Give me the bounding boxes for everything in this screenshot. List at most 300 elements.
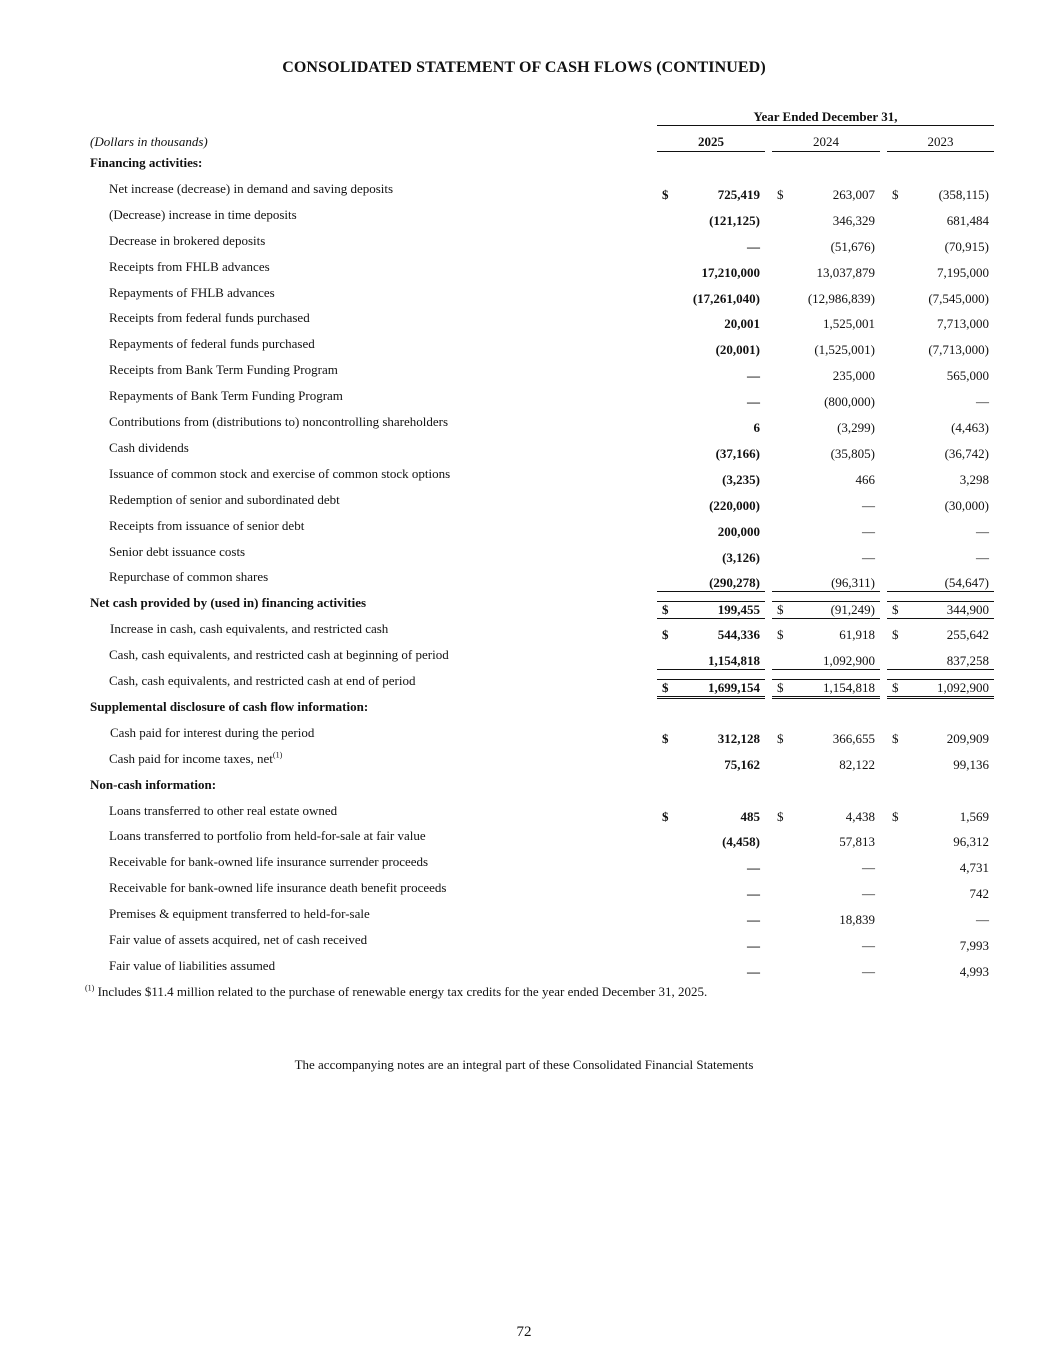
amount: 61,918	[839, 627, 875, 643]
row-label-text: Decrease in brokered deposits	[109, 232, 266, 248]
table-row	[0, 388, 1048, 414]
cell-2025	[657, 394, 765, 410]
cell-2023	[887, 524, 994, 540]
cell-2025	[657, 627, 765, 643]
cell-2023	[887, 679, 994, 699]
row-label-text: Cash paid for income taxes, net	[109, 750, 273, 766]
table-row	[0, 336, 1048, 362]
row-label	[109, 647, 449, 663]
amount: 1,154,818	[823, 680, 875, 695]
row-label-text: Net increase (decrease) in demand and saving deposits	[109, 180, 394, 196]
amount: —	[976, 549, 989, 565]
cell-2024	[772, 627, 880, 643]
cell-2023	[887, 316, 994, 332]
amount: (121,125)	[709, 212, 760, 228]
row-label	[109, 285, 275, 301]
amount: (35,805)	[830, 445, 875, 461]
amount: 837,258	[946, 653, 989, 669]
row-label	[109, 828, 426, 844]
table-row	[0, 362, 1048, 388]
amount: 485	[740, 808, 760, 824]
cell-2025	[657, 601, 765, 619]
cell-2024	[772, 291, 880, 307]
table-row	[0, 259, 1048, 285]
dollar-sign: $	[777, 680, 784, 695]
cell-2023	[887, 809, 994, 825]
dollar-sign: $	[662, 186, 669, 202]
row-label-text: Receipts from FHLB advances	[109, 258, 270, 274]
cell-2025	[657, 446, 765, 462]
table-row	[0, 621, 1048, 647]
amount: (51,676)	[830, 238, 875, 254]
cell-2023	[887, 575, 994, 592]
footnote-marker: (1)	[85, 983, 95, 993]
amount: 312,128	[717, 730, 760, 746]
cell-2024	[772, 420, 880, 436]
amount: (7,545,000)	[928, 290, 989, 306]
amount: 1,092,900	[823, 653, 875, 669]
section-label	[90, 155, 202, 171]
cell-2024	[772, 187, 880, 203]
amount: —	[862, 523, 875, 539]
row-label	[109, 466, 450, 482]
amount: 344,900	[946, 602, 989, 618]
amount: —	[862, 549, 875, 565]
table-row	[0, 647, 1048, 673]
cell-2024	[772, 809, 880, 825]
section-label	[90, 699, 368, 715]
amount: 99,136	[953, 756, 989, 772]
amount: —	[862, 860, 875, 876]
row-label-text: Non-cash information:	[90, 776, 217, 792]
cell-2023	[887, 886, 994, 902]
cell-2025	[657, 860, 765, 876]
table-row	[0, 932, 1048, 958]
cell-2025	[657, 239, 765, 255]
table-row	[0, 854, 1048, 880]
row-label-text: (Decrease) increase in time deposits	[109, 206, 297, 222]
amount: (3,299)	[837, 420, 875, 435]
row-label	[109, 854, 428, 870]
row-label	[109, 880, 447, 896]
amount: (70,915)	[944, 238, 989, 254]
cell-2023	[887, 550, 994, 566]
cell-2023	[887, 860, 994, 876]
amount: 6	[753, 420, 760, 435]
cell-2024	[772, 964, 880, 980]
cell-2024	[772, 886, 880, 902]
amount: —	[747, 938, 760, 953]
column-header-2025: 2025	[698, 134, 724, 149]
amount: 4,993	[959, 963, 989, 979]
row-label	[109, 751, 282, 767]
amount: 681,484	[946, 212, 989, 228]
cell-2025	[657, 498, 765, 514]
amount: 3,298	[959, 471, 989, 487]
amount: —	[976, 912, 989, 928]
cell-2025	[657, 291, 765, 307]
row-label	[109, 569, 268, 585]
amount: 7,993	[959, 938, 989, 953]
column-rule-2025	[657, 151, 765, 152]
amount: (12,986,839)	[807, 290, 875, 306]
amount: 75,162	[724, 756, 760, 772]
cell-2023	[887, 291, 994, 307]
dollar-sign: $	[662, 808, 669, 824]
table-row	[0, 466, 1048, 492]
amount: (7,713,000)	[928, 342, 989, 358]
amount: 209,909	[946, 730, 989, 746]
row-label-text: Repayments of Bank Term Funding Program	[109, 388, 343, 404]
amount: (4,463)	[951, 420, 989, 435]
section-row	[0, 155, 1048, 181]
cell-2024	[772, 265, 880, 281]
column-rule-2024	[772, 151, 880, 152]
row-label	[109, 803, 337, 819]
row-label	[109, 518, 304, 534]
cell-2023	[887, 757, 994, 773]
header-rule	[657, 125, 994, 126]
cell-2024	[772, 679, 880, 699]
amount: 255,642	[946, 627, 989, 643]
cell-2023	[887, 834, 994, 850]
page-number: 72	[516, 1324, 532, 1340]
cell-2024	[772, 653, 880, 670]
cell-2025	[657, 342, 765, 358]
column-header-2023: 2023	[927, 134, 954, 149]
table-row	[0, 906, 1048, 932]
cell-2023	[887, 187, 994, 203]
cell-2025	[657, 368, 765, 384]
row-label	[109, 310, 310, 326]
table-row	[0, 803, 1048, 829]
section-row	[0, 699, 1048, 725]
amount: 4,438	[845, 808, 875, 824]
year-ended-header: Year Ended December 31,	[753, 109, 898, 124]
row-label-text: Receivable for bank-owned life insurance surrender proceeds	[109, 854, 429, 870]
amount: (220,000)	[709, 497, 760, 513]
cell-2023	[887, 446, 994, 462]
amount: —	[976, 394, 989, 410]
cell-2024	[772, 213, 880, 229]
cell-2024	[772, 472, 880, 488]
cell-2023	[887, 368, 994, 384]
amount: —	[747, 394, 760, 410]
row-label-text: Receipts from Bank Term Funding Program	[109, 362, 338, 378]
row-label	[110, 725, 314, 741]
dollar-sign: $	[662, 602, 669, 618]
footnote-reference: (1)	[272, 750, 283, 760]
table-row	[0, 751, 1048, 777]
dollar-sign: $	[777, 627, 784, 643]
table-row	[0, 233, 1048, 259]
amount: (1,525,001)	[814, 342, 875, 358]
cell-2025	[657, 757, 765, 773]
cell-2023	[887, 731, 994, 747]
amount: 725,419	[717, 186, 760, 202]
cell-2025	[657, 420, 765, 436]
amount: 199,455	[717, 602, 760, 618]
cell-2024	[772, 601, 880, 619]
amount: 263,007	[832, 186, 875, 202]
cell-2023	[887, 912, 994, 928]
cell-2025	[657, 472, 765, 488]
cell-2023	[887, 498, 994, 514]
amount: —	[747, 886, 760, 902]
amount: (54,647)	[944, 575, 989, 591]
amount: —	[862, 497, 875, 513]
cell-2023	[887, 627, 994, 643]
amount: 7,713,000	[937, 316, 989, 332]
cell-2025	[657, 187, 765, 203]
amount: 1,699,154	[708, 680, 760, 695]
amount: (800,000)	[824, 394, 875, 410]
row-label-text: Issuance of common stock and exercise of common stock options	[109, 465, 451, 481]
cell-2024	[772, 342, 880, 358]
row-label-text: Cash, cash equivalents, and restricted cash at end of period	[109, 673, 416, 688]
cell-2024	[772, 239, 880, 255]
amount: 235,000	[832, 368, 875, 384]
table-row	[0, 958, 1048, 984]
table-row	[0, 828, 1048, 854]
amount: (3,235)	[722, 471, 760, 487]
table-row	[0, 414, 1048, 440]
cell-2023	[887, 601, 994, 619]
row-label-text: Cash, cash equivalents, and restricted cash at beginning of period	[109, 647, 449, 663]
row-label-text: Financing activities:	[90, 155, 203, 170]
amount: (91,249)	[830, 602, 875, 618]
row-label	[110, 621, 388, 637]
cell-2023	[887, 342, 994, 358]
dollar-sign: $	[892, 808, 899, 824]
row-label-text: Cash paid for interest during the period	[110, 724, 315, 740]
amount: 1,092,900	[937, 680, 989, 695]
cell-2024	[772, 446, 880, 462]
cell-2024	[772, 524, 880, 540]
amount: —	[747, 368, 760, 384]
amount: 20,001	[724, 316, 760, 332]
amount: (36,742)	[944, 445, 989, 461]
cell-2025	[657, 938, 765, 954]
amount: 366,655	[832, 730, 875, 746]
amount: 1,569	[959, 808, 989, 824]
footnote-text: Includes $11.4 million related to the purchase of renewable energy tax credits for the year ended December 31, 2025.	[97, 984, 708, 999]
amount: 13,037,879	[816, 264, 875, 280]
cell-2024	[772, 550, 880, 566]
page-title: CONSOLIDATED STATEMENT OF CASH FLOWS (CONTINUED)	[282, 59, 766, 76]
table-row	[0, 544, 1048, 570]
column-header-2024: 2024	[813, 134, 839, 149]
cell-2025	[657, 550, 765, 566]
row-label-text: Receipts from federal funds purchased	[109, 310, 310, 326]
row-label	[109, 958, 275, 974]
cell-2023	[887, 239, 994, 255]
cell-2023	[887, 653, 994, 670]
cell-2024	[772, 912, 880, 928]
amount: 1,154,818	[708, 653, 760, 669]
cell-2024	[772, 757, 880, 773]
dollar-sign: $	[662, 627, 669, 643]
cell-2025	[657, 679, 765, 699]
amount: —	[747, 238, 760, 254]
dollar-sign: $	[892, 186, 899, 202]
amount: 565,000	[946, 368, 989, 384]
row-label-text: Contributions from (distributions to) noncontrolling shareholders	[109, 414, 449, 429]
cell-2023	[887, 938, 994, 954]
amount: (96,311)	[831, 575, 875, 591]
amount: 18,839	[839, 912, 875, 928]
row-label	[109, 932, 367, 948]
row-label-text: Fair value of assets acquired, net of cash received	[109, 932, 368, 947]
amount: —	[747, 912, 760, 928]
cell-2024	[772, 368, 880, 384]
amount: (30,000)	[944, 497, 989, 513]
amount: 466	[855, 471, 875, 487]
amount: —	[862, 963, 875, 979]
amount: 82,122	[839, 756, 875, 772]
dollar-sign: $	[777, 808, 784, 824]
cell-2024	[772, 731, 880, 747]
cell-2025	[657, 964, 765, 980]
cell-2025	[657, 575, 765, 592]
dollar-sign: $	[777, 730, 784, 746]
row-label-text: Senior debt issuance costs	[109, 543, 246, 559]
dollar-sign: $	[892, 602, 899, 618]
amount: 544,336	[717, 627, 760, 643]
row-label-text: Fair value of liabilities assumed	[109, 957, 276, 973]
cell-2025	[657, 731, 765, 747]
section-label	[90, 777, 216, 793]
cell-2023	[887, 964, 994, 980]
table-row	[0, 673, 1048, 699]
amount: —	[862, 938, 875, 953]
amount: 4,731	[959, 860, 989, 876]
amount: (4,458)	[722, 834, 760, 850]
table-row	[0, 725, 1048, 751]
dollar-sign: $	[892, 730, 899, 746]
dollar-sign: $	[662, 680, 669, 695]
cell-2025	[657, 524, 765, 540]
row-label	[109, 414, 448, 430]
row-label	[109, 544, 245, 560]
amount: 742	[969, 886, 989, 902]
row-label	[109, 336, 315, 352]
cell-2024	[772, 498, 880, 514]
table-row	[0, 569, 1048, 595]
row-label-text: Receipts from issuance of senior debt	[109, 517, 305, 533]
row-label-text: Increase in cash, cash equivalents, and restricted cash	[110, 621, 389, 637]
table-row	[0, 181, 1048, 207]
amount: —	[862, 886, 875, 902]
cell-2025	[657, 213, 765, 229]
row-label	[109, 362, 338, 378]
dollar-sign: $	[892, 627, 899, 643]
amount: —	[976, 523, 989, 539]
row-label	[109, 906, 370, 922]
table-row	[0, 492, 1048, 518]
cell-2023	[887, 420, 994, 436]
row-label-text: Supplemental disclosure of cash flow information:	[90, 698, 369, 714]
amount: (3,126)	[722, 549, 760, 565]
table-row	[0, 440, 1048, 466]
amount: (37,166)	[715, 445, 760, 461]
section-label	[90, 595, 366, 611]
amount: 1,525,001	[823, 316, 875, 332]
table-row	[0, 207, 1048, 233]
amount: (358,115)	[938, 186, 989, 202]
row-label-text: Repayments of federal funds purchased	[109, 336, 315, 352]
column-rule-2023	[887, 151, 994, 152]
table-row	[0, 880, 1048, 906]
cell-2025	[657, 653, 765, 670]
dollar-sign: $	[662, 730, 669, 746]
row-label	[109, 181, 393, 197]
cell-2024	[772, 575, 880, 592]
amount: (17,261,040)	[692, 290, 760, 306]
cell-2024	[772, 860, 880, 876]
cell-2025	[657, 265, 765, 281]
amount: 17,210,000	[701, 264, 760, 280]
row-label	[109, 673, 415, 689]
amount: —	[747, 963, 760, 979]
cell-2025	[657, 809, 765, 825]
amount: 96,312	[953, 834, 989, 850]
row-label-text: Repurchase of common shares	[109, 569, 269, 585]
row-label-text: Redemption of senior and subordinated debt	[109, 491, 340, 507]
section-row	[0, 595, 1048, 621]
amount: 7,195,000	[937, 264, 989, 280]
cell-2024	[772, 394, 880, 410]
cell-2025	[657, 316, 765, 332]
cell-2024	[772, 316, 880, 332]
table-row	[0, 518, 1048, 544]
row-label-text: Repayments of FHLB advances	[109, 284, 275, 300]
amount: 200,000	[717, 523, 760, 539]
row-label	[109, 233, 265, 249]
dollar-sign: $	[777, 602, 784, 618]
accompanying-notes: The accompanying notes are an integral part of these Consolidated Financial Statements	[294, 1057, 754, 1072]
section-row	[0, 777, 1048, 803]
footnote	[85, 984, 707, 1000]
amount: (290,278)	[709, 575, 760, 591]
row-label	[109, 388, 343, 404]
row-label	[109, 440, 189, 456]
cell-2023	[887, 472, 994, 488]
units-label: (Dollars in thousands)	[90, 134, 208, 149]
cell-2024	[772, 938, 880, 954]
row-label-text: Receivable for bank-owned life insurance death benefit proceeds	[109, 880, 447, 896]
cell-2025	[657, 834, 765, 850]
cell-2023	[887, 213, 994, 229]
cell-2024	[772, 834, 880, 850]
row-label-text: Loans transferred to portfolio from held-for-sale at fair value	[109, 828, 426, 844]
amount: 57,813	[839, 834, 875, 850]
amount: (20,001)	[715, 342, 760, 358]
table-row	[0, 285, 1048, 311]
table-row	[0, 310, 1048, 336]
row-label	[109, 492, 340, 508]
row-label-text: Premises & equipment transferred to held-for-sale	[109, 906, 370, 922]
row-label-text: Net cash provided by (used in) financing activities	[90, 595, 367, 611]
row-label-text: Cash dividends	[109, 439, 189, 455]
row-label	[109, 259, 270, 275]
dollar-sign: $	[892, 680, 899, 695]
cell-2025	[657, 886, 765, 902]
row-label	[109, 207, 297, 223]
dollar-sign: $	[777, 186, 784, 202]
amount: —	[747, 860, 760, 876]
amount: 346,329	[832, 212, 875, 228]
